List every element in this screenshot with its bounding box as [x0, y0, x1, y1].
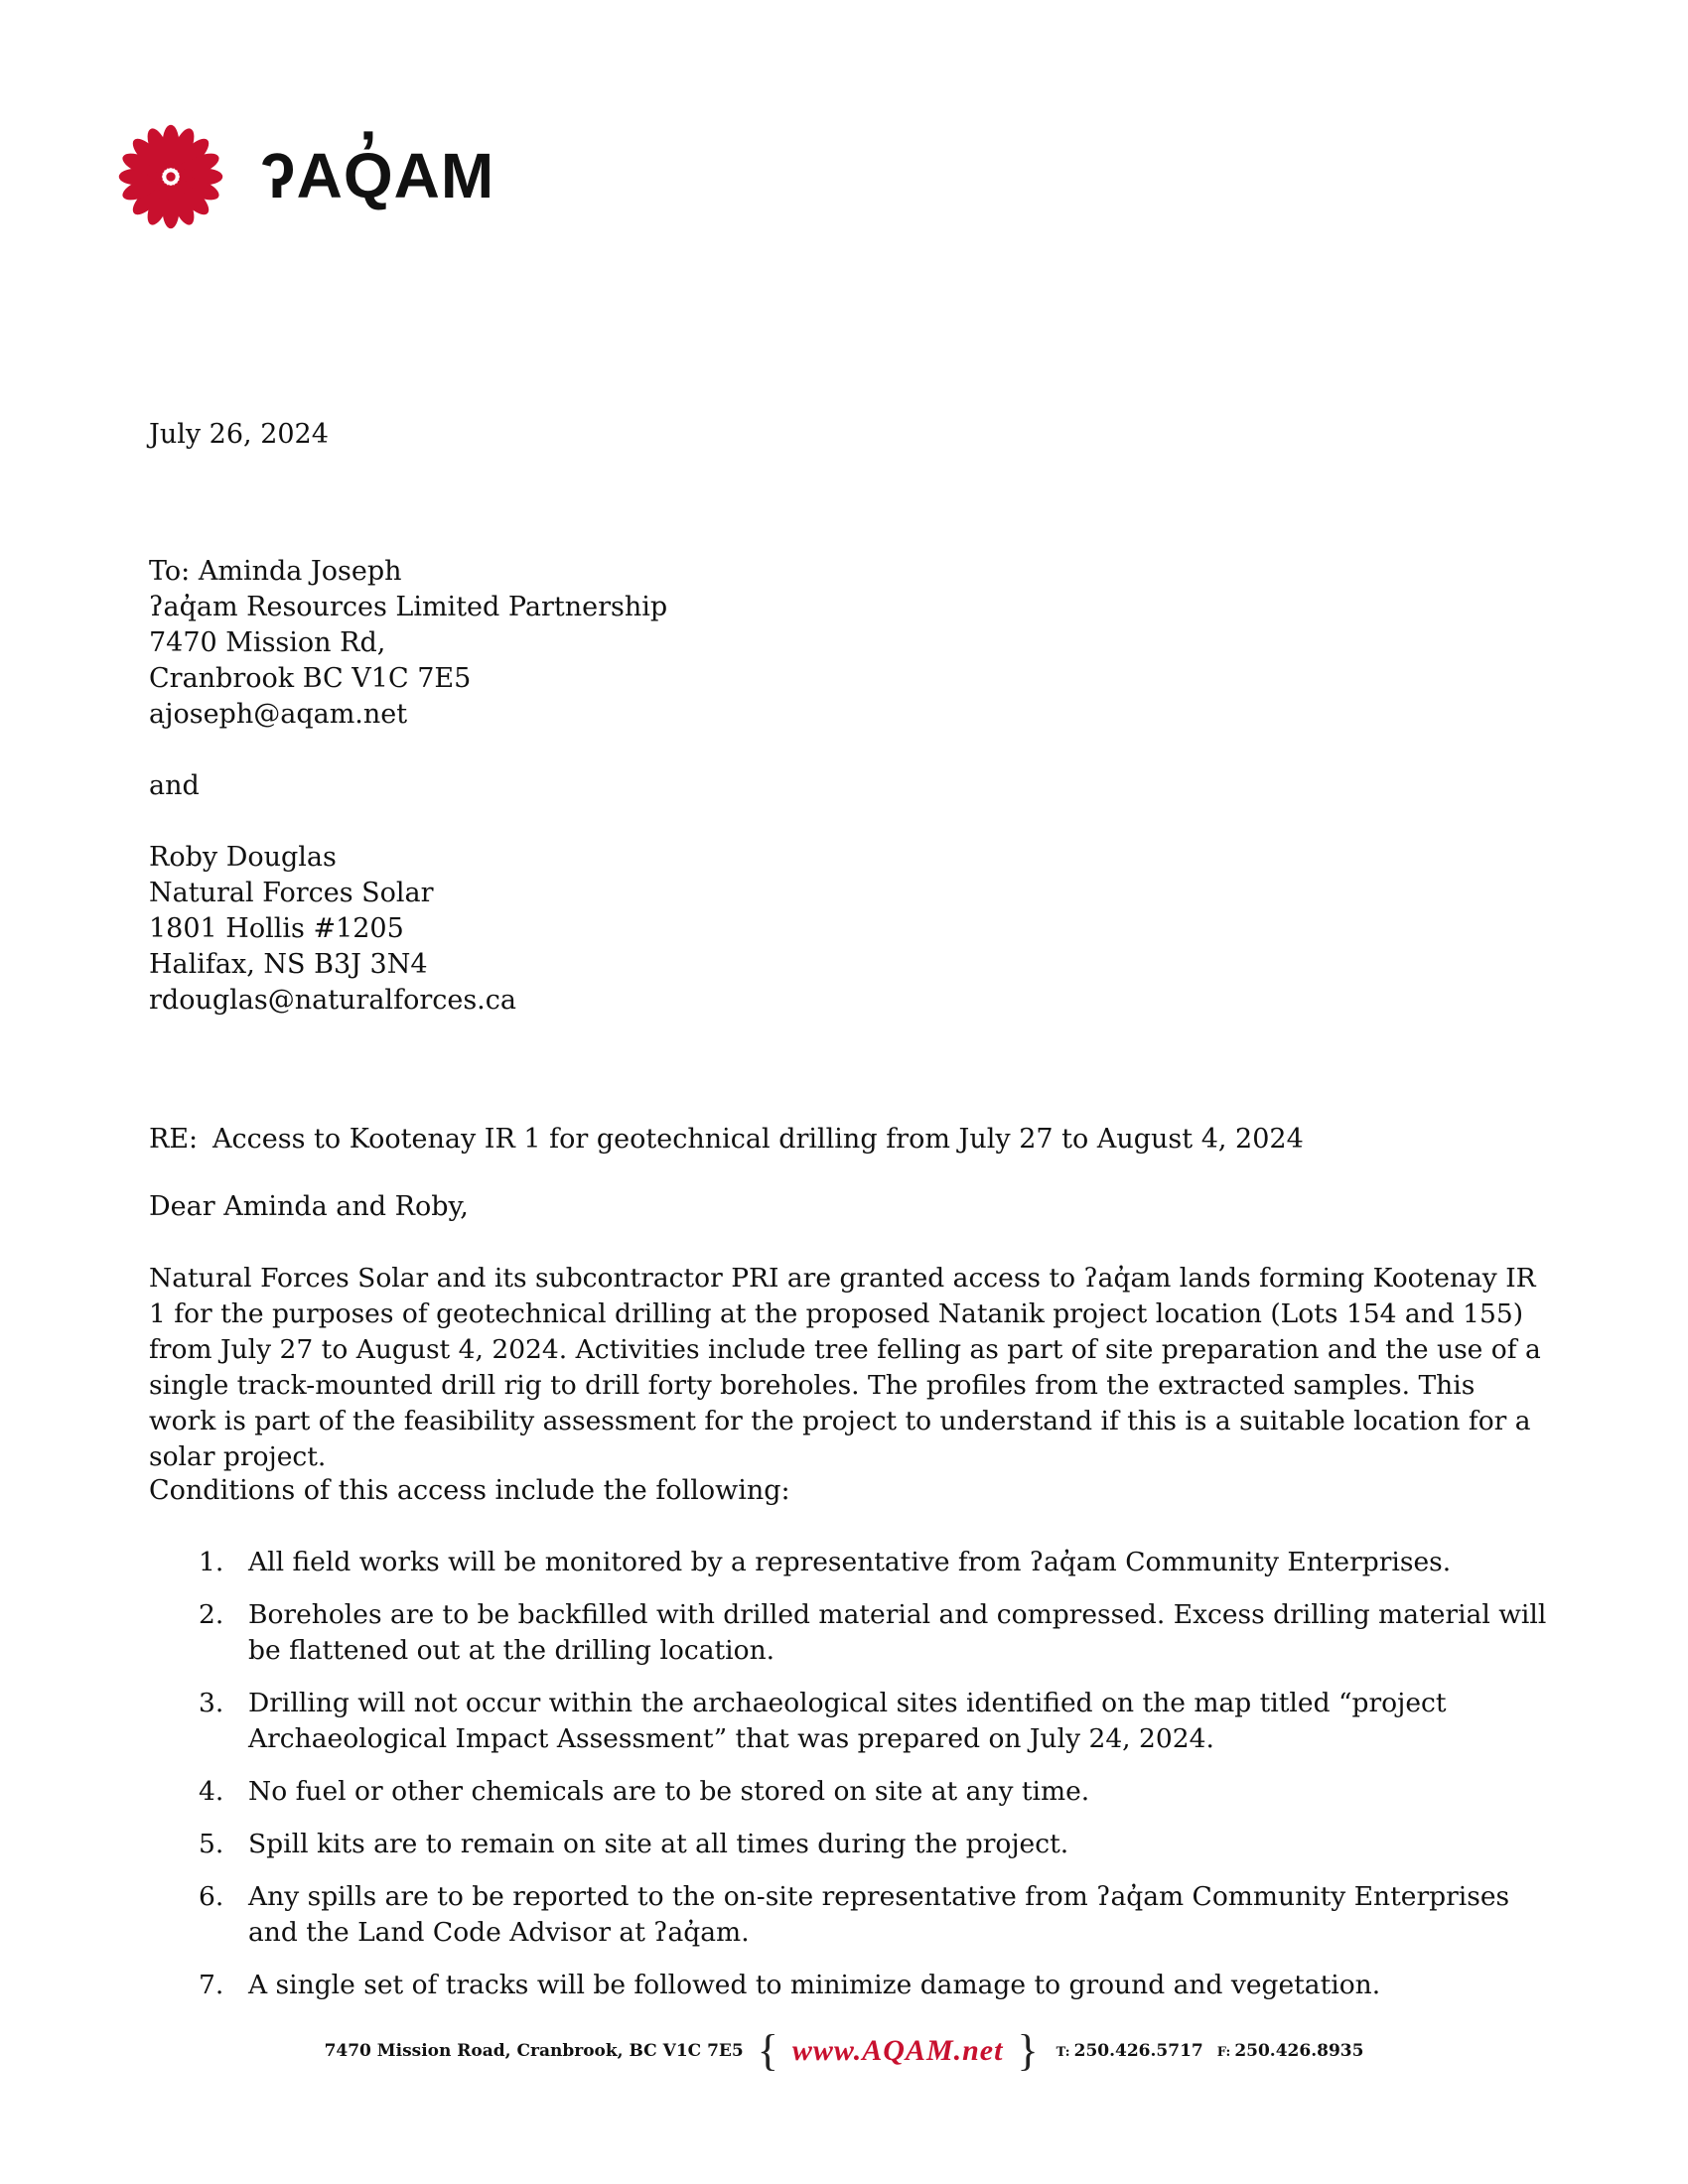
condition-item: [149, 1879, 1559, 1951]
footer-website-link[interactable]: www.AQAM.net: [791, 2033, 1004, 2067]
tel-number: 250.426.5717: [1073, 2040, 1203, 2061]
letterhead-footer: [0, 2025, 1688, 2076]
footer-brace-close: }: [1017, 2026, 1039, 2075]
condition-number: 1.: [199, 1547, 224, 1577]
tel-label: T:: [1055, 2044, 1070, 2060]
salutation: Dear Aminda and Roby,: [149, 1191, 469, 1222]
recipient-1-email[interactable]: ajoseph@aqam.net: [149, 699, 408, 730]
recipient-1-line: To: Aminda Joseph: [149, 556, 402, 587]
conditions-intro: Conditions of this access include the following:: [149, 1475, 790, 1506]
brand-wordmark: ʔAQ̓AM: [260, 140, 495, 211]
recipient-2-line: Halifax, NS B3J 3N4: [149, 949, 428, 980]
condition-number: 3.: [199, 1688, 224, 1718]
conditions-list: [149, 1545, 1559, 2020]
condition-text: Drilling will not occur within the archaeological sites identified on the map titled “project Archaeological Impact Assessment” that was prepared on July 24, 2024.: [248, 1688, 1447, 1754]
condition-text: No fuel or other chemicals are to be stored on site at any time.: [248, 1776, 1090, 1807]
recipient-2-line: Roby Douglas: [149, 842, 337, 873]
recipient-2-email[interactable]: rdouglas@naturalforces.ca: [149, 985, 516, 1016]
aqam-flower-logo-icon: [115, 121, 226, 232]
condition-number: 7.: [199, 1970, 224, 2000]
condition-text: Any spills are to be reported to the on-site representative from ʔaq̓am Community Enterprises and the Land Code Advisor at ʔaq̓am.: [248, 1881, 1510, 1948]
condition-number: 5.: [199, 1829, 224, 1859]
condition-text: Boreholes are to be backfilled with drilled material and compressed. Excess drilling material will be flattened out at the drilling location.: [248, 1599, 1547, 1666]
condition-number: 4.: [199, 1776, 224, 1807]
recipient-2-line: 1801 Hollis #1205: [149, 913, 404, 944]
footer-address: 7470 Mission Road, Cranbrook, BC V1C 7E5: [324, 2040, 744, 2061]
condition-item: [149, 1827, 1559, 1862]
body-paragraph: Natural Forces Solar and its subcontractor PRI are granted access to ʔaq̓am lands forming Kootenay IR 1 for the purposes of geotechnical drilling at the proposed Natanik project location (Lots 154 and 155) from July 27 to August 4, 2024. Activities include tree felling as part of site preparation and the use of a single track-mounted drill rig to drill forty boreholes. The profiles from the extracted samples. This work is part of the feasibility assessment for the project to understand if this is a suitable location for a solar project.: [149, 1263, 1541, 1472]
re-subject: Access to Kootenay IR 1 for geotechnical drilling from July 27 to August 4, 2024: [212, 1124, 1304, 1155]
and-connector: and: [149, 770, 200, 801]
re-label: RE:: [149, 1124, 199, 1155]
recipient-1-line: Cranbrook BC V1C 7E5: [149, 663, 472, 694]
condition-item: [149, 1968, 1559, 2003]
letter-date: July 26, 2024: [149, 419, 329, 450]
footer-phone-fax: [1056, 2041, 1364, 2061]
recipient-2-address: [149, 840, 516, 1019]
fax-number: 250.426.8935: [1234, 2040, 1364, 2061]
re-subject-line: [149, 1122, 1304, 1158]
condition-item: [149, 1597, 1559, 1669]
condition-number: 6.: [199, 1881, 224, 1912]
recipient-1-line: 7470 Mission Rd,: [149, 627, 386, 658]
condition-number: 2.: [199, 1599, 224, 1630]
condition-item: [149, 1686, 1559, 1757]
recipient-2-line: Natural Forces Solar: [149, 878, 434, 908]
condition-text: Spill kits are to remain on site at all times during the project.: [248, 1829, 1069, 1859]
condition-text: A single set of tracks will be followed to minimize damage to ground and vegetation.: [248, 1970, 1381, 2000]
fax-label: F:: [1216, 2044, 1231, 2060]
condition-item: [149, 1774, 1559, 1810]
condition-item: [149, 1545, 1559, 1580]
condition-text: All field works will be monitored by a representative from ʔaq̓am Community Enterprises.: [248, 1547, 1452, 1577]
recipient-1-address: [149, 554, 667, 733]
footer-brace-open: {: [757, 2026, 778, 2075]
recipient-1-line: ʔaq̓am Resources Limited Partnership: [149, 592, 668, 622]
